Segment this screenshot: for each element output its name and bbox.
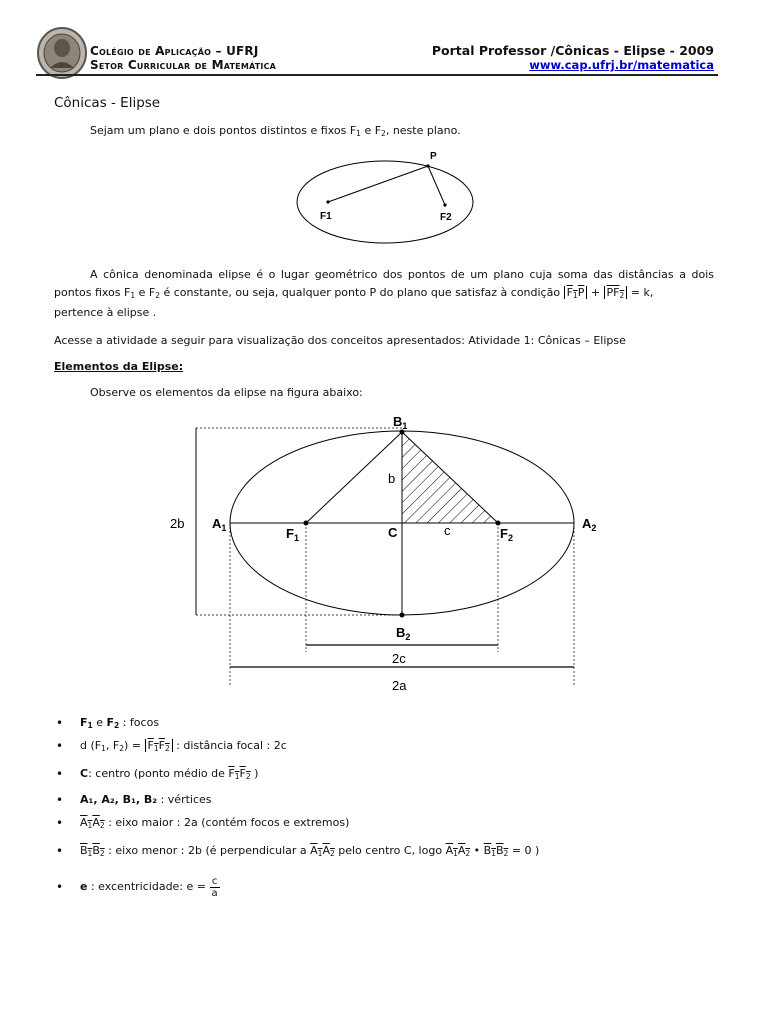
- ellipse-elements-figure: [160, 405, 620, 700]
- formula-pf2: $PF_2$: [604, 286, 628, 299]
- label-p: P: [430, 151, 437, 162]
- header-school: [90, 44, 276, 72]
- label-a2: $A_2$: [582, 516, 597, 533]
- label-a1: $A_1$: [212, 516, 227, 533]
- label-b: b: [388, 471, 396, 486]
- point-f2: [443, 203, 446, 206]
- elements-list: [54, 716, 734, 902]
- label-2b: 2b: [170, 516, 185, 531]
- section-title: Elementos da Elipse:: [54, 360, 184, 373]
- segment-p-f2: [428, 166, 445, 205]
- school-name: Colégio de Aplicação – UFRJ: [90, 44, 259, 58]
- header-portal: [432, 44, 714, 72]
- page-title: Cônicas - Elipse: [54, 95, 161, 111]
- ellipse-figure-simple: [290, 146, 480, 250]
- label-f2: F2: [440, 212, 452, 223]
- portal-title: Portal Professor /Cônicas - Elipse - 2009: [431, 43, 714, 58]
- header-divider: [36, 74, 718, 76]
- label-c: c: [444, 523, 451, 538]
- label-f1: F1: [320, 211, 332, 222]
- point-p: [426, 164, 429, 167]
- list-item: • d ($F_1$, $F_2) = F_1F_2$ : distância focal : 2c: [54, 739, 734, 767]
- list-item: • $B_1B_2$ : eixo menor : 2b (é perpendicular a $A_1A_2$ pelo centro C, logo $A_1A_2$ • $B_1B_2 = 0$ ): [54, 844, 734, 872]
- label-center: C: [388, 525, 398, 540]
- list-item: • A₁, A₂, B₁, B₂ : vértices: [54, 793, 734, 816]
- eccentricity-fraction: $\frac{c}{a}$: [211, 875, 218, 899]
- definition-end: pertence à elipse .: [54, 306, 157, 319]
- label-2a: 2a: [392, 678, 407, 693]
- list-item: • $A_1A_2$ : eixo maior : 2a (contém focos e extremos): [54, 816, 734, 844]
- label-f2: $F_2$: [500, 526, 513, 543]
- label-2c: 2c: [392, 651, 406, 666]
- observe-paragraph: Observe os elementos da elipse na figura abaixo:: [90, 386, 363, 399]
- list-item: • C: centro (ponto médio de $F_1F_2$ ): [54, 767, 734, 793]
- label-b2: $B_2$: [396, 625, 411, 642]
- formula-f1p: $F_1P$: [564, 286, 588, 299]
- definition-paragraph: A cônica denominada elipse é o lugar geométrico dos pontos de um plano cuja soma das distâncias a dois pontos fixos $F_1$ e $F_2$ é constante, ou seja, qualquer ponto P do plano que satisfaz à condição $F_1P + PF_2 = k$,: [54, 268, 714, 300]
- list-item: • $F_1$ e $F_2$ : focos: [54, 716, 734, 739]
- intro-paragraph: Sejam um plano e dois pontos distintos e fixos $F_1$ e $F_2$, neste plano.: [90, 124, 461, 138]
- site-link[interactable]: www.cap.ufrj.br/matematica: [529, 58, 714, 72]
- access-paragraph: Acesse a atividade a seguir para visualização dos conceitos apresentados: Atividade 1: Cônicas – Elipse: [54, 334, 626, 347]
- label-b1: $B_1$: [393, 414, 408, 431]
- point-f1: [326, 200, 329, 203]
- label-f1: $F_1$: [286, 526, 299, 543]
- school-seal: [36, 26, 88, 80]
- list-item: • e : excentricidade: e = $\frac{c}{a}$: [54, 872, 734, 902]
- sector-name: Setor Curricular de Matemática: [90, 58, 277, 72]
- segment-f1-p: [328, 166, 428, 202]
